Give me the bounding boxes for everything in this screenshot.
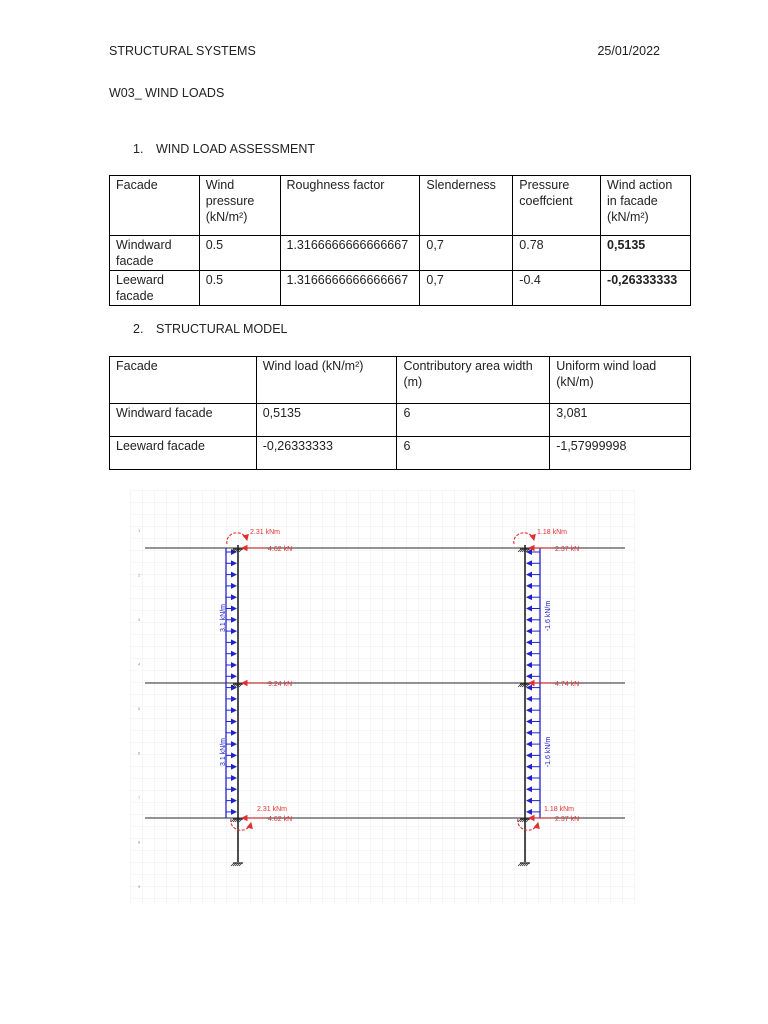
table-cell: -0.4 (513, 271, 601, 306)
left-force-label-middle: 9.24 kN (268, 681, 293, 688)
section-1-heading (133, 142, 315, 156)
left-load-label-lower: 3.1 kN/m (220, 737, 227, 767)
left-force-label-top: 4.62 kN (268, 546, 293, 553)
table-header-cell: Facade (110, 357, 257, 404)
axis-tick-label: 4 (138, 661, 141, 667)
section-1-number: 1. (133, 142, 144, 156)
table-cell: 3,081 (550, 404, 691, 437)
section-2-title: STRUCTURAL MODEL (156, 322, 288, 336)
section-1-title: WIND LOAD ASSESSMENT (156, 142, 316, 156)
document-title: STRUCTURAL SYSTEMS (109, 44, 256, 58)
document-date: 25/01/2022 (597, 44, 660, 58)
left-moment-label-bottom: 2.31 kNm (257, 806, 287, 813)
axis-tick-label: 5 (138, 706, 141, 711)
right-moment-label-bottom: 1.18 kNm (544, 806, 574, 813)
left-force-label-bottom: 4.62 kN (268, 816, 293, 823)
table-cell: Leeward facade (110, 271, 200, 306)
table-cell: 0.5 (199, 236, 280, 271)
table-header-cell: Roughness factor (280, 176, 420, 236)
table-header-cell: Wind load (kN/m²) (256, 357, 397, 404)
table-cell: 0.78 (513, 236, 601, 271)
table-header-row (110, 357, 691, 404)
table-header-cell: Slenderness (420, 176, 513, 236)
table-cell: -0,26333333 (601, 271, 691, 306)
table-header-cell: Wind pressure (kN/m²) (199, 176, 280, 236)
table-header-cell: Facade (110, 176, 200, 236)
wind-load-assessment-table (109, 175, 691, 306)
table-row (110, 404, 691, 437)
table-header-cell: Pressure coeffcient (513, 176, 601, 236)
table-header-row (110, 176, 691, 236)
table-row (110, 271, 691, 306)
axis-tick-label: 1 (138, 528, 141, 533)
table-cell: Windward facade (110, 236, 200, 271)
table-row (110, 236, 691, 271)
table-cell: 0.5 (199, 271, 280, 306)
table-header-cell: Contributory area width (m) (397, 357, 550, 404)
table-header-cell: Uniform wind load (kN/m) (550, 357, 691, 404)
axis-tick-label: 3 (138, 617, 141, 622)
right-moment-label-top: 1.18 kNm (537, 529, 567, 536)
table-cell: 6 (397, 404, 550, 437)
section-2-heading (133, 322, 288, 336)
document-subtitle: W03_ WIND LOADS (109, 86, 225, 100)
right-force-label-middle: 4.74 kN (555, 681, 580, 688)
structural-model-table (109, 356, 691, 470)
axis-tick-label: 6 (138, 750, 141, 756)
table-cell: -0,26333333 (256, 437, 397, 470)
table-row (110, 437, 691, 470)
left-load-label-upper: 3.1 kN/m (220, 603, 227, 633)
right-force-label-bottom: 2.37 kN (555, 816, 580, 823)
table-cell: 1.3166666666666667 (280, 236, 420, 271)
table-cell: 0,7 (420, 236, 513, 271)
table-cell: Windward facade (110, 404, 257, 437)
right-load-label-lower: -1.6 kN/m (545, 736, 552, 768)
table-header-cell: Wind action in facade (kN/m²) (601, 176, 691, 236)
axis-tick-label: 9 (138, 884, 141, 889)
table-cell: 6 (397, 437, 550, 470)
axis-tick-label: 7 (138, 795, 141, 800)
table-cell: 1.3166666666666667 (280, 271, 420, 306)
axis-tick-label: 2 (138, 572, 141, 578)
table-cell: 0,5135 (601, 236, 691, 271)
right-force-label-top: 2.37 kN (555, 546, 580, 553)
left-moment-label-top: 2.31 kNm (250, 529, 280, 536)
table-cell: 0,5135 (256, 404, 397, 437)
axis-tick-label: 8 (138, 839, 141, 845)
right-load-label-upper: -1.6 kN/m (545, 600, 552, 632)
table-cell: -1,57999998 (550, 437, 691, 470)
section-2-number: 2. (133, 322, 144, 336)
structural-model-diagram (130, 490, 635, 905)
table-cell: Leeward facade (110, 437, 257, 470)
table-cell: 0,7 (420, 271, 513, 306)
